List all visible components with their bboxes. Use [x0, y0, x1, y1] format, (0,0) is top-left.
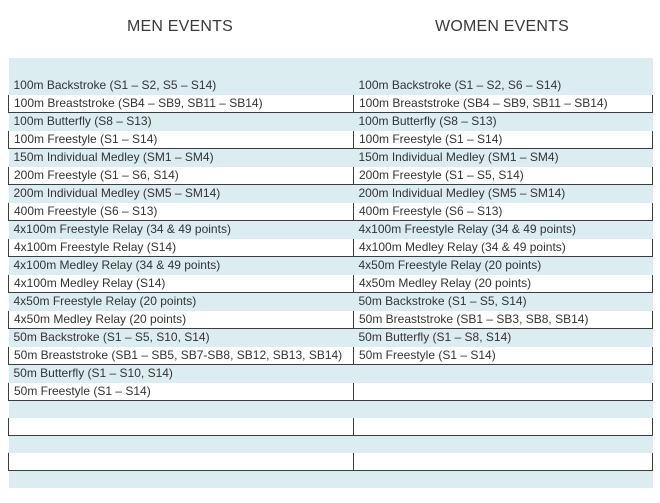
- women-event-cell: 150m Individual Medley (SM1 – SM4): [354, 148, 653, 166]
- women-event-cell: 4x100m Medley Relay (34 & 49 points): [354, 238, 653, 256]
- men-event-cell: 4x100m Medley Relay (S14): [9, 274, 354, 292]
- table-row: [9, 364, 653, 382]
- men-event-cell: 100m Backstroke (S1 – S2, S5 – S14): [9, 76, 354, 94]
- men-event-cell: 100m Butterfly (S8 – S13): [9, 112, 354, 130]
- men-event-cell: 50m Freestyle (S1 – S14): [9, 382, 354, 400]
- table-row: [9, 435, 653, 453]
- table-row: [9, 382, 653, 400]
- women-event-cell: [354, 453, 653, 471]
- men-event-cell: 100m Breaststroke (SB4 – SB9, SB11 – SB14): [9, 94, 354, 112]
- table-row: [9, 470, 653, 488]
- men-event-cell: 4x50m Freestyle Relay (20 points): [9, 292, 354, 310]
- women-event-cell: 200m Individual Medley (SM5 – SM14): [354, 184, 653, 202]
- table-row: [9, 346, 653, 364]
- table-row: [9, 112, 653, 130]
- women-event-cell: 200m Freestyle (S1 – S5, S14): [354, 166, 653, 184]
- women-event-cell: 4x50m Freestyle Relay (20 points): [354, 256, 653, 274]
- men-event-cell: [9, 418, 354, 436]
- table-row: [9, 130, 653, 148]
- women-event-cell: [354, 59, 653, 77]
- men-event-cell: 4x100m Freestyle Relay (34 & 49 points): [9, 220, 354, 238]
- table-row: [9, 328, 653, 346]
- events-table-body: [9, 59, 653, 488]
- women-event-cell: 400m Freestyle (S6 – S13): [354, 202, 653, 220]
- women-event-cell: [354, 470, 653, 488]
- table-row: [9, 94, 653, 112]
- men-event-cell: 50m Backstroke (S1 – S5, S10, S14): [9, 328, 354, 346]
- men-event-cell: 100m Freestyle (S1 – S14): [9, 130, 354, 148]
- table-row: [9, 202, 653, 220]
- men-event-cell: [9, 400, 354, 418]
- men-event-cell: 4x100m Freestyle Relay (S14): [9, 238, 354, 256]
- table-row: [9, 274, 653, 292]
- women-events-heading: WOMEN EVENTS: [435, 18, 569, 35]
- men-event-cell: 4x50m Medley Relay (20 points): [9, 310, 354, 328]
- men-event-cell: 200m Freestyle (S1 – S6, S14): [9, 166, 354, 184]
- women-event-cell: 100m Freestyle (S1 – S14): [354, 130, 653, 148]
- men-event-cell: 50m Butterfly (S1 – S10, S14): [9, 364, 354, 382]
- men-event-cell: [9, 453, 354, 471]
- women-event-cell: 100m Butterfly (S8 – S13): [354, 112, 653, 130]
- table-row: [9, 220, 653, 238]
- women-event-cell: 50m Freestyle (S1 – S14): [354, 346, 653, 364]
- table-row: [9, 238, 653, 256]
- men-event-cell: [9, 470, 354, 488]
- table-row: [9, 292, 653, 310]
- men-event-cell: [9, 59, 354, 77]
- women-event-cell: [354, 400, 653, 418]
- table-row: [9, 418, 653, 436]
- table-row: [9, 184, 653, 202]
- women-event-cell: 50m Butterfly (S1 – S8, S14): [354, 328, 653, 346]
- table-row: [9, 76, 653, 94]
- men-event-cell: 150m Individual Medley (SM1 – SM4): [9, 148, 354, 166]
- table-row: [9, 166, 653, 184]
- men-event-cell: 400m Freestyle (S6 – S13): [9, 202, 354, 220]
- women-event-cell: [354, 382, 653, 400]
- women-event-cell: 4x50m Medley Relay (20 points): [354, 274, 653, 292]
- table-row: [9, 400, 653, 418]
- table-row: [9, 453, 653, 471]
- events-table: [8, 58, 653, 488]
- table-row: [9, 148, 653, 166]
- table-row: [9, 256, 653, 274]
- men-event-cell: 50m Breaststroke (SB1 – SB5, SB7-SB8, SB12, SB13, SB14): [9, 346, 354, 364]
- men-event-cell: 4x100m Medley Relay (34 & 49 points): [9, 256, 354, 274]
- women-event-cell: 100m Backstroke (S1 – S2, S6 – S14): [354, 76, 653, 94]
- men-events-heading: MEN EVENTS: [126, 18, 233, 35]
- table-row: [9, 310, 653, 328]
- women-event-cell: [354, 435, 653, 453]
- table-row: [9, 59, 653, 77]
- men-event-cell: 200m Individual Medley (SM5 – SM14): [9, 184, 354, 202]
- women-event-cell: 50m Breaststroke (SB1 – SB3, SB8, SB14): [354, 310, 653, 328]
- women-event-cell: [354, 364, 653, 382]
- women-event-cell: [354, 418, 653, 436]
- women-event-cell: 100m Breaststroke (SB4 – SB9, SB11 – SB14): [354, 94, 653, 112]
- table-headers: [8, 0, 652, 58]
- women-event-cell: 50m Backstroke (S1 – S5, S14): [354, 292, 653, 310]
- women-event-cell: 4x100m Freestyle Relay (34 & 49 points): [354, 220, 653, 238]
- men-event-cell: [9, 435, 354, 453]
